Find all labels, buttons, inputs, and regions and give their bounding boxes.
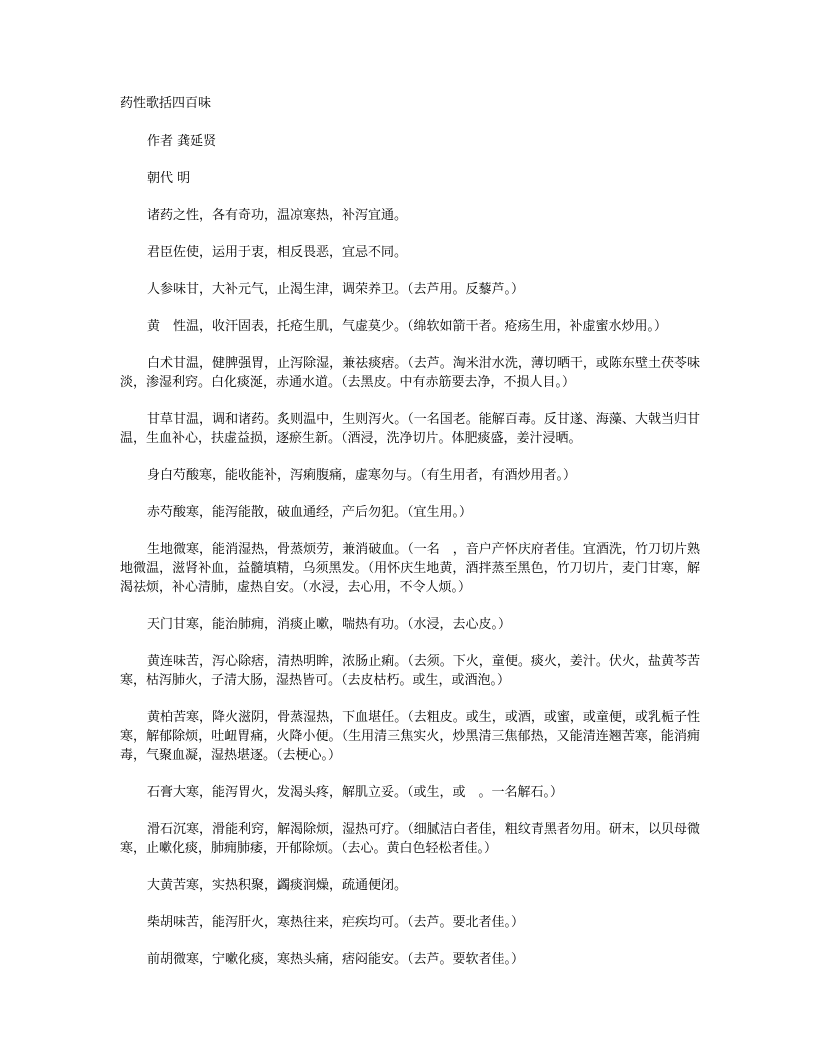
paragraph: 生地微寒，能消湿热，骨蒸烦劳，兼消破血。（一名 ，音户产怀庆府者佳。宜酒洗，竹刀切片熟地微温，滋肾补血，益髓填精，乌须黑发。（用怀庆生地黄，酒拌蒸至黑色，竹刀切片，麦门甘寒，解渴祛烦，补心清肺，虚热自安。（水浸，去心用，不令人烦。） bbox=[120, 542, 700, 595]
paragraph: 黄柏苦寒，降火滋阴，骨蒸湿热，下血堪任。（去粗皮。或生，或酒，或蜜，或童便，或乳栀子性寒，解郁除烦，吐衄胃痛，火降小便。（生用清三焦实火，炒黑清三焦郁热，又能清连翘苦寒，能消痈毒，气聚血凝，湿热堪逐。（去梗心。） bbox=[120, 710, 700, 763]
document-title: 药性歌括四百味 bbox=[120, 96, 212, 111]
paragraph: 人参味甘，大补元气，止渴生津，调荣养卫。（去芦用。反藜芦。） bbox=[147, 282, 525, 297]
paragraph: 前胡微寒，宁嗽化痰，寒热头痛，痞闷能安。（去芦。要软者佳。） bbox=[147, 952, 525, 967]
paragraph: 柴胡味苦，能泻肝火，寒热往来，疟疾均可。（去芦。要北者佳。） bbox=[147, 915, 525, 930]
paragraph: 诸药之性，各有奇功，温凉寒热，补泻宜通。 bbox=[147, 208, 408, 223]
paragraph: 甘草甘温，调和诸药。炙则温中，生则泻火。（一名国老。能解百毒。反甘遂、海藻、大戟当归甘温，生血补心，扶虚益损，逐瘀生新。（酒浸，洗净切片。体肥痰盛，姜汁浸晒。 bbox=[120, 412, 700, 446]
dynasty-line: 朝代 明 bbox=[147, 171, 191, 186]
paragraph: 赤芍酸寒，能泻能散，破血通经，产后勿犯。（宜生用。） bbox=[147, 505, 473, 520]
paragraph: 黄连味苦，泻心除痞，清热明眸，浓肠止痢。（去须。下火，童便。痰火，姜汁。伏火，盐黄芩苦寒，枯泻肺火，子清大肠，湿热皆可。（去皮枯朽。或生，或酒泡。） bbox=[120, 654, 700, 688]
paragraph: 大黄苦寒，实热积聚，蠲痰润燥，疏通便闭。 bbox=[147, 878, 408, 893]
paragraph: 石膏大寒，能泻胃火，发渴头疼，解肌立妥。（或生，或 。一名解石。） bbox=[147, 785, 564, 800]
paragraph: 黄 性温，收汗固表，托疮生肌，气虚莫少。（绵软如箭干者。疮疡生用，补虚蜜水炒用。） bbox=[147, 319, 668, 334]
paragraph: 白术甘温，健脾强胃，止泻除湿，兼祛痰痞。（去芦。淘米泔水洗，薄切晒干，或陈东壁土茯苓味淡，渗湿利窍。白化痰涎，赤通水道。（去黑皮。中有赤筋要去净，不损人目。） bbox=[120, 356, 700, 390]
document-page bbox=[120, 94, 700, 987]
paragraph: 君臣佐使，运用于衷，相反畏恶，宜忌不同。 bbox=[147, 245, 408, 260]
paragraph: 天门甘寒，能治肺痈，消痰止嗽，喘热有功。（水浸，去心皮。） bbox=[147, 617, 512, 632]
paragraph: 滑石沉寒，滑能利窍，解渴除烦，湿热可疗。（细腻洁白者佳，粗纹青黑者勿用。研末，以贝母微寒，止嗽化痰，肺痈肺痿，开郁除烦。（去心。黄白色轻松者佳。） bbox=[120, 822, 700, 856]
author-line: 作者 龚延贤 bbox=[147, 134, 217, 149]
paragraph: 身白芍酸寒，能收能补，泻痢腹痛，虚寒勿与。（有生用者，有酒炒用者。） bbox=[147, 468, 577, 483]
